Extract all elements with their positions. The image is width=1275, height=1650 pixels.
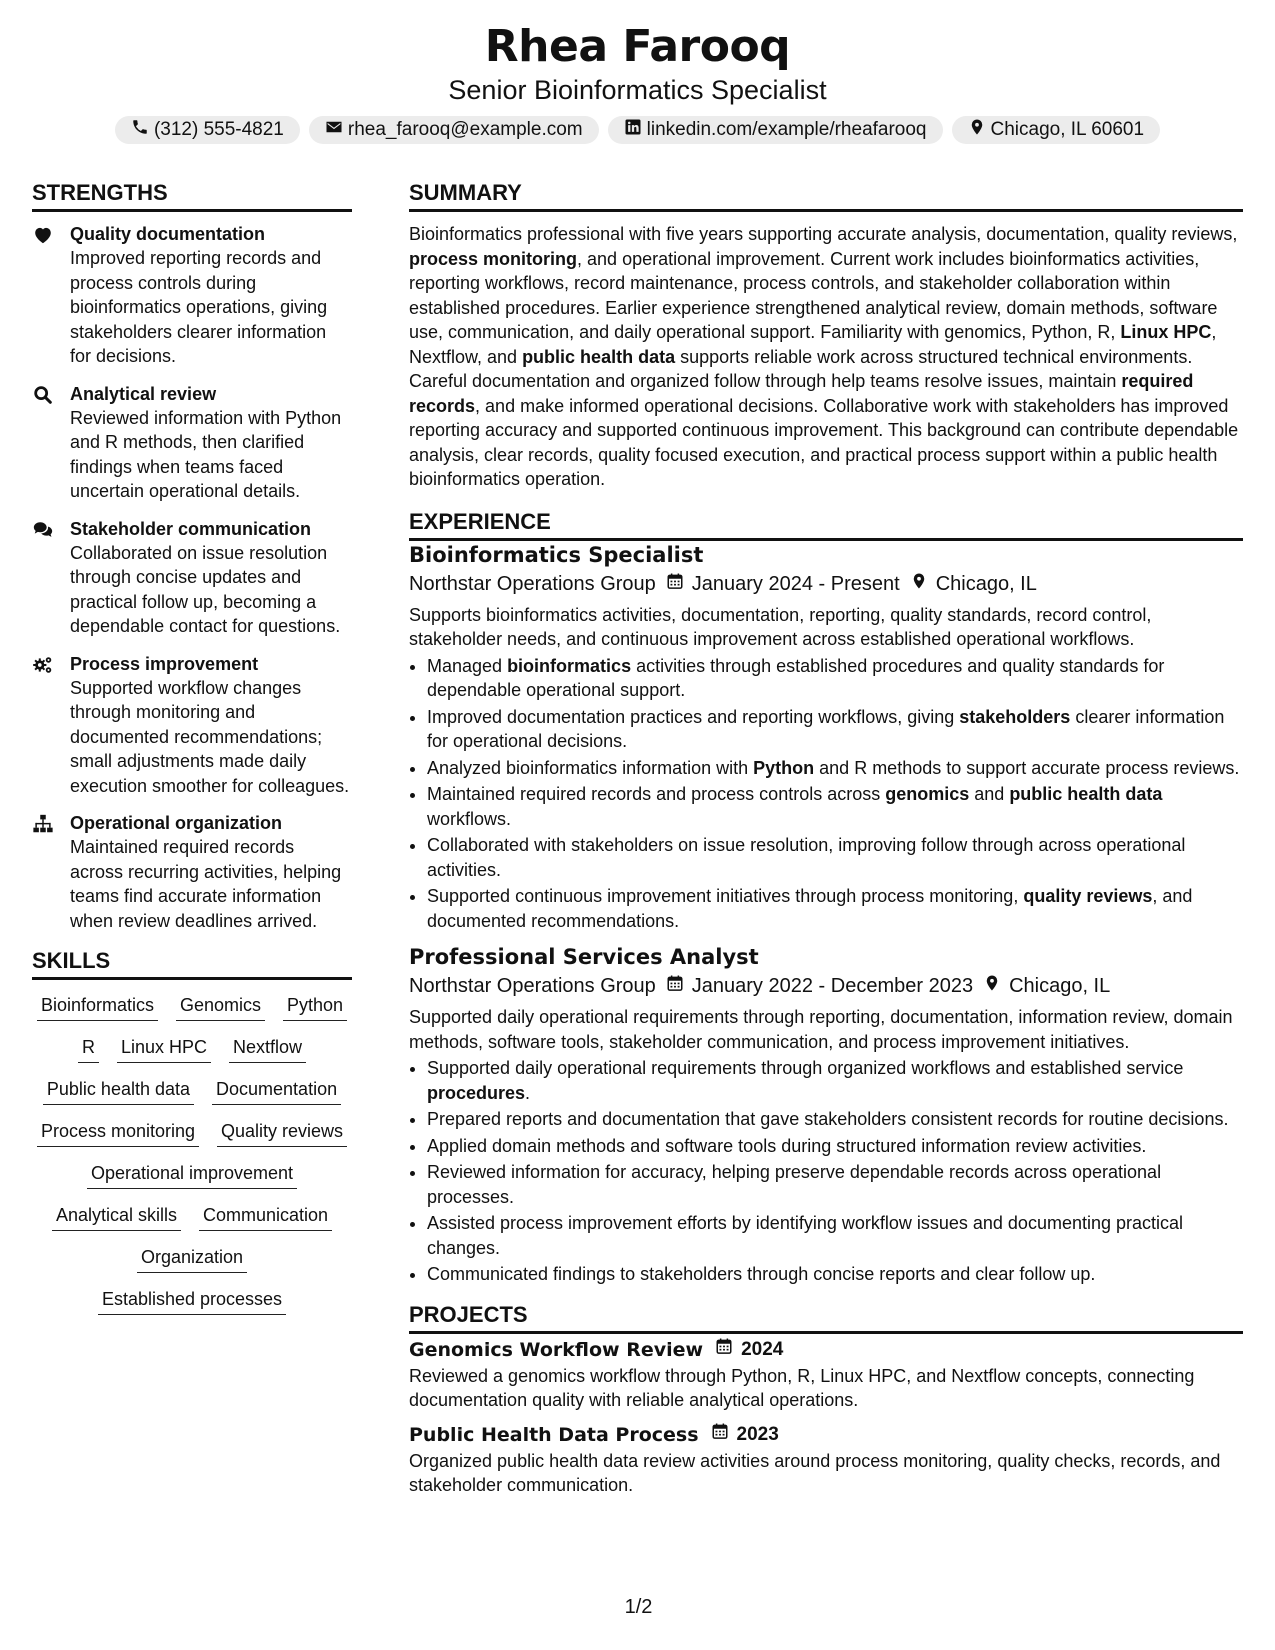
bullet-text: Reviewed information for accuracy, helping preserve dependable records across operational processes. [427, 1162, 1162, 1207]
skill-tag: Quality reviews [217, 1118, 347, 1147]
strength-description: Reviewed information with Python and R methods, then clarified findings when teams faced uncertain operational details. [70, 407, 342, 501]
calendar-icon [666, 971, 684, 1001]
skills-list [32, 990, 352, 1315]
summary-text: , and make informed operational decisions. Collaborative work with stakeholders has improved reporting accuracy and supported continuous improvement. This background can contribute dependable analysis, clear records, quality focused execution, and practical process support within a public health bioinformatics operation. [409, 395, 1239, 489]
sitemap-icon [32, 811, 70, 933]
skill-tag: Organization [137, 1244, 247, 1273]
project-title-row [409, 1336, 1243, 1364]
candidate-name: Rhea Farooq [484, 21, 791, 72]
phone-pill[interactable] [115, 116, 300, 144]
job-company: Northstar Operations Group [409, 975, 656, 997]
location-pill[interactable] [952, 116, 1161, 144]
summary-heading: SUMMARY [409, 179, 1243, 212]
bullet-text: and [969, 784, 1010, 804]
bullet-bold: procedures [427, 1082, 526, 1103]
project-year [715, 1336, 783, 1364]
linkedin-text: linkedin.com/example/rheafarooq [646, 119, 927, 140]
jobs-list [409, 541, 1243, 1287]
bullet-text: Improved documentation practices and reporting workflows, giving [427, 706, 960, 727]
strength-description: Supported workflow changes through monitoring and documented recommendations; small adjustments made daily execution smoother for colleagues. [70, 677, 350, 796]
email-pill[interactable] [309, 116, 599, 144]
bullet-text: Communicated findings to stakeholders through concise reports and clear follow up. [427, 1264, 1096, 1284]
skill-tag: Python [283, 992, 347, 1021]
strength-item [32, 382, 352, 504]
strengths-list [32, 222, 352, 933]
project-title: Genomics Workflow Review [409, 1338, 704, 1361]
bullet-text: Supported daily operational requirements through organized workflows and established service [427, 1058, 1184, 1078]
bullet-text: Supported continuous improvement initiatives through process monitoring, [427, 886, 1024, 906]
bullet-text: workflows. [427, 808, 512, 829]
projects-list [409, 1336, 1243, 1498]
strength-text [70, 222, 352, 369]
job-bullet [427, 884, 1243, 933]
skill-tag: Documentation [212, 1076, 341, 1105]
job-entry [409, 943, 1243, 1287]
linkedin-icon [624, 118, 642, 142]
project-entry [409, 1421, 1243, 1498]
strength-title: Quality documentation [70, 224, 266, 244]
linkedin-pill[interactable] [608, 116, 943, 144]
phone-icon [131, 118, 149, 142]
job-dates-text: January 2022 - December 2023 [691, 975, 974, 997]
project-year-text: 2023 [736, 1423, 779, 1445]
contact-bar [0, 116, 1275, 144]
strength-text [70, 811, 352, 933]
summary-text: Bioinformatics professional with five years supporting accurate analysis, documentation, quality reviews, [409, 224, 1238, 244]
project-description: Organized public health data review activities around process monitoring, quality checks, records, and stakeholder communication. [409, 1450, 1221, 1495]
strength-title: Operational organization [70, 813, 283, 833]
page-number-text: 1/2 [624, 1596, 653, 1618]
bullet-text: Applied domain methods and software tools during structured information review activities. [427, 1135, 1147, 1156]
job-location [983, 971, 1110, 1001]
job-dates [666, 569, 900, 599]
job-meta [409, 971, 1243, 1001]
strength-title: Process improvement [70, 653, 259, 674]
skill-tag: Communication [199, 1202, 332, 1231]
job-bullet [427, 1211, 1243, 1260]
job-bullet [427, 756, 1243, 781]
project-entry [409, 1336, 1243, 1413]
strengths-heading: STRENGTHS [32, 179, 352, 212]
skill-tag: Linux HPC [117, 1034, 211, 1063]
summary-text [409, 222, 1243, 492]
search-icon [32, 382, 70, 504]
summary-bold: process monitoring [409, 248, 578, 269]
strength-item [32, 517, 352, 639]
bullet-text: , and documented recommendations. [427, 886, 1193, 931]
summary-bold: required records [409, 371, 1194, 416]
bullet-text: activities through established procedures and quality standards for dependable operational support. [427, 655, 1165, 700]
skill-tag: Process monitoring [37, 1118, 199, 1147]
strength-description: Improved reporting records and process controls during bioinformatics operations, giving stakeholders clearer information for decisions. [70, 248, 328, 366]
bullet-text: Assisted process improvement efforts by identifying workflow issues and documenting practical changes. [427, 1213, 1184, 1258]
summary-bold: public health data [522, 346, 676, 367]
job-dates [666, 971, 973, 1001]
job-bullets [409, 654, 1243, 934]
map-pin-icon [968, 118, 986, 142]
map-pin-icon [983, 971, 1001, 1001]
skill-tag: Public health data [43, 1076, 194, 1105]
resume-header [0, 20, 1275, 144]
strength-item [32, 652, 352, 799]
job-bullet [427, 705, 1243, 754]
job-entry [409, 541, 1243, 934]
job-location [910, 569, 1037, 599]
skill-tag: Bioinformatics [37, 992, 158, 1021]
strength-title: Analytical review [70, 383, 217, 404]
strength-item [32, 222, 352, 369]
map-pin-icon [910, 569, 928, 599]
summary-text: supports reliable work across structured technical environments. Careful documentation and organized follow through help teams resolve issues, maintain [409, 346, 1193, 391]
left-column [32, 179, 352, 1315]
project-title: Public Health Data Process [409, 1423, 699, 1446]
job-bullet [427, 654, 1243, 703]
job-bullet [427, 1107, 1243, 1132]
job-dates-text: January 2024 - Present [691, 572, 900, 595]
project-title-row [409, 1421, 1243, 1449]
job-meta [409, 569, 1243, 599]
email-text: rhea_farooq@example.com [347, 119, 583, 140]
job-bullet [427, 1056, 1243, 1105]
skill-tag: Operational improvement [87, 1160, 297, 1189]
job-summary: Supports bioinformatics activities, documentation, reporting, quality standards, record control, stakeholder needs, and continuous improvement across established operational workflows. [409, 604, 1152, 649]
strength-text [70, 382, 352, 504]
skill-tag: Nextflow [229, 1034, 306, 1063]
job-bullet [427, 1262, 1243, 1287]
bullet-text: clearer information for operational decisions. [427, 706, 1225, 751]
skill-tag: R [78, 1034, 99, 1063]
bullet-bold: public health data [1009, 784, 1163, 804]
project-year [711, 1421, 779, 1449]
job-title: Bioinformatics Specialist [409, 542, 704, 567]
strength-item [32, 811, 352, 933]
bullet-text: Prepared reports and documentation that gave stakeholders consistent records for routine decisions. [427, 1109, 1229, 1129]
bullet-text: Collaborated with stakeholders on issue resolution, improving follow through across operational activities. [427, 835, 1186, 880]
bullet-bold: Python [753, 757, 815, 778]
bullet-text: Analyzed bioinformatics information with [427, 757, 754, 778]
job-bullet [427, 1134, 1243, 1159]
bullet-text: Maintained required records and process controls across [427, 784, 886, 804]
job-bullet [427, 1160, 1243, 1209]
envelope-icon [325, 118, 343, 142]
job-summary: Supported daily operational requirements through reporting, documentation, information review, domain methods, software tools, stakeholder communication, and process improvement initiatives. [409, 1007, 1233, 1052]
job-location-text: Chicago, IL [1009, 975, 1111, 997]
skill-tag: Established processes [98, 1286, 286, 1315]
job-bullet [427, 782, 1243, 831]
skills-heading: SKILLS [32, 947, 352, 980]
calendar-icon [715, 1336, 733, 1364]
job-location-text: Chicago, IL [935, 572, 1037, 595]
candidate-role: Senior Bioinformatics Specialist [448, 75, 827, 105]
job-title: Professional Services Analyst [409, 945, 759, 969]
strength-title: Stakeholder communication [70, 518, 312, 539]
bullet-bold: stakeholders [959, 706, 1071, 727]
project-year-text: 2024 [741, 1338, 784, 1360]
bullet-text: . [525, 1082, 531, 1103]
skills-section [32, 947, 352, 1315]
bullet-text: Managed [427, 655, 508, 676]
summary-text: , Nextflow, and [409, 322, 1217, 367]
summary-text: , and operational improvement. Current work includes bioinformatics activities, reporting workflows, record maintenance, process controls, and stakeholder collaboration within established procedures. Earlier experience strengthened analytical review, domain methods, software use, communication, and daily operational support. Familiarity with genomics, Python, R, [409, 248, 1218, 342]
experience-heading: EXPERIENCE [409, 508, 1243, 541]
bullet-bold: quality reviews [1023, 886, 1153, 906]
summary-bold: Linux HPC [1120, 322, 1212, 342]
bullet-bold: bioinformatics [507, 655, 632, 676]
bullet-bold: genomics [885, 784, 970, 804]
comments-icon [32, 517, 70, 639]
strength-description: Maintained required records across recurring activities, helping teams find accurate information when review deadlines arrived. [70, 837, 342, 931]
job-company: Northstar Operations Group [409, 572, 656, 595]
skill-tag: Genomics [176, 992, 265, 1021]
phone-text: (312) 555-4821 [153, 119, 284, 140]
project-description: Reviewed a genomics workflow through Python, R, Linux HPC, and Nextflow concepts, connecting documentation quality with reliable analytical operations. [409, 1365, 1195, 1410]
right-column [409, 179, 1243, 1498]
strength-text [70, 652, 352, 799]
bullet-text: and R methods to support accurate process reviews. [814, 757, 1240, 778]
strength-text [70, 517, 352, 639]
projects-heading: PROJECTS [409, 1301, 1243, 1334]
job-bullets [409, 1056, 1243, 1287]
job-bullet [427, 833, 1243, 882]
location-text: Chicago, IL 60601 [990, 119, 1145, 140]
calendar-icon [711, 1421, 729, 1449]
strength-description: Collaborated on issue resolution through concise updates and practical follow up, becoming a dependable contact for questions. [70, 542, 341, 636]
heart-icon [32, 222, 70, 369]
gears-icon [32, 652, 70, 799]
page-number [0, 1596, 1275, 1619]
calendar-icon [666, 569, 684, 599]
skill-tag: Analytical skills [52, 1202, 181, 1231]
